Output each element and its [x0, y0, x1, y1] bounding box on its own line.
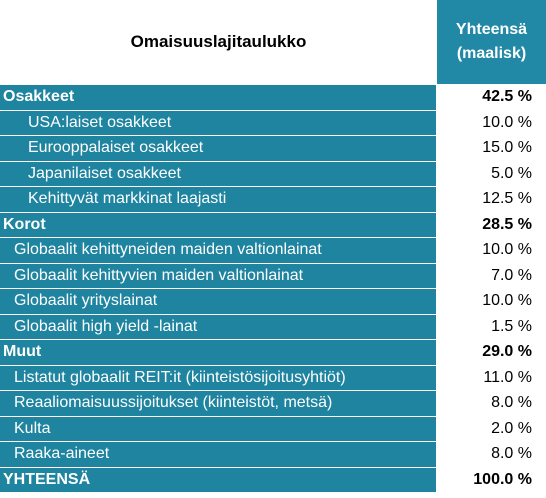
- row-label: Eurooppalaiset osakkeet: [0, 136, 437, 161]
- table-row: [0, 110, 546, 136]
- row-value: 10.0 %: [437, 289, 546, 314]
- total-column-header: [437, 0, 546, 84]
- row-label: Japanilaiset osakkeet: [0, 162, 437, 187]
- row-label: Globaalit yrityslainat: [0, 289, 437, 314]
- table-row: [0, 416, 546, 442]
- table-title: Omaisuuslajitaulukko: [130, 32, 307, 51]
- row-value: 12.5 %: [437, 187, 546, 212]
- row-label: USA:laiset osakkeet: [0, 111, 437, 136]
- table-row: [0, 186, 546, 212]
- row-value: 42.5 %: [437, 85, 546, 110]
- row-value: 11.0 %: [437, 366, 546, 391]
- table-row: [0, 263, 546, 289]
- total-column-header-line1: Yhteensä: [455, 21, 528, 38]
- row-value: 1.5 %: [437, 315, 546, 340]
- row-label: Reaaliomaisuussijoitukset (kiinteistöt, metsä): [0, 391, 437, 416]
- category-row-equities: [0, 84, 546, 110]
- row-label: Kehittyvät markkinat laajasti: [0, 187, 437, 212]
- row-label: Globaalit kehittyneiden maiden valtionlainat: [0, 238, 437, 263]
- row-value: 7.0 %: [437, 264, 546, 289]
- total-column-header-line2: (maalisk): [456, 45, 527, 62]
- category-row-fixed-income: [0, 212, 546, 238]
- table-row: [0, 288, 546, 314]
- table-row: [0, 365, 546, 391]
- table-header: [0, 0, 546, 84]
- row-label: Globaalit kehittyvien maiden valtionlainat: [0, 264, 437, 289]
- row-value: 10.0 %: [437, 111, 546, 136]
- row-label: Globaalit high yield -lainat: [0, 315, 437, 340]
- table-row: [0, 314, 546, 340]
- row-value: 29.0 %: [437, 340, 546, 365]
- row-value: 10.0 %: [437, 238, 546, 263]
- row-value: 8.0 %: [437, 442, 546, 467]
- table-row: [0, 135, 546, 161]
- total-row: [0, 467, 546, 493]
- category-row-other: [0, 339, 546, 365]
- row-value: 28.5 %: [437, 213, 546, 238]
- row-label: Muut: [0, 340, 437, 365]
- row-value: 15.0 %: [437, 136, 546, 161]
- row-label: Raaka-aineet: [0, 442, 437, 467]
- row-value: 100.0 %: [437, 468, 546, 493]
- table-row: [0, 441, 546, 467]
- row-label: Kulta: [0, 417, 437, 442]
- row-value: 5.0 %: [437, 162, 546, 187]
- row-value: 2.0 %: [437, 417, 546, 442]
- row-label: Listatut globaalit REIT:it (kiinteistösijoitusyhtiöt): [0, 366, 437, 391]
- row-label: Osakkeet: [0, 85, 437, 110]
- table-row: [0, 161, 546, 187]
- row-value: 8.0 %: [437, 391, 546, 416]
- table-row: [0, 237, 546, 263]
- table-row: [0, 390, 546, 416]
- row-label: YHTEENSÄ: [0, 468, 437, 493]
- row-label: Korot: [0, 213, 437, 238]
